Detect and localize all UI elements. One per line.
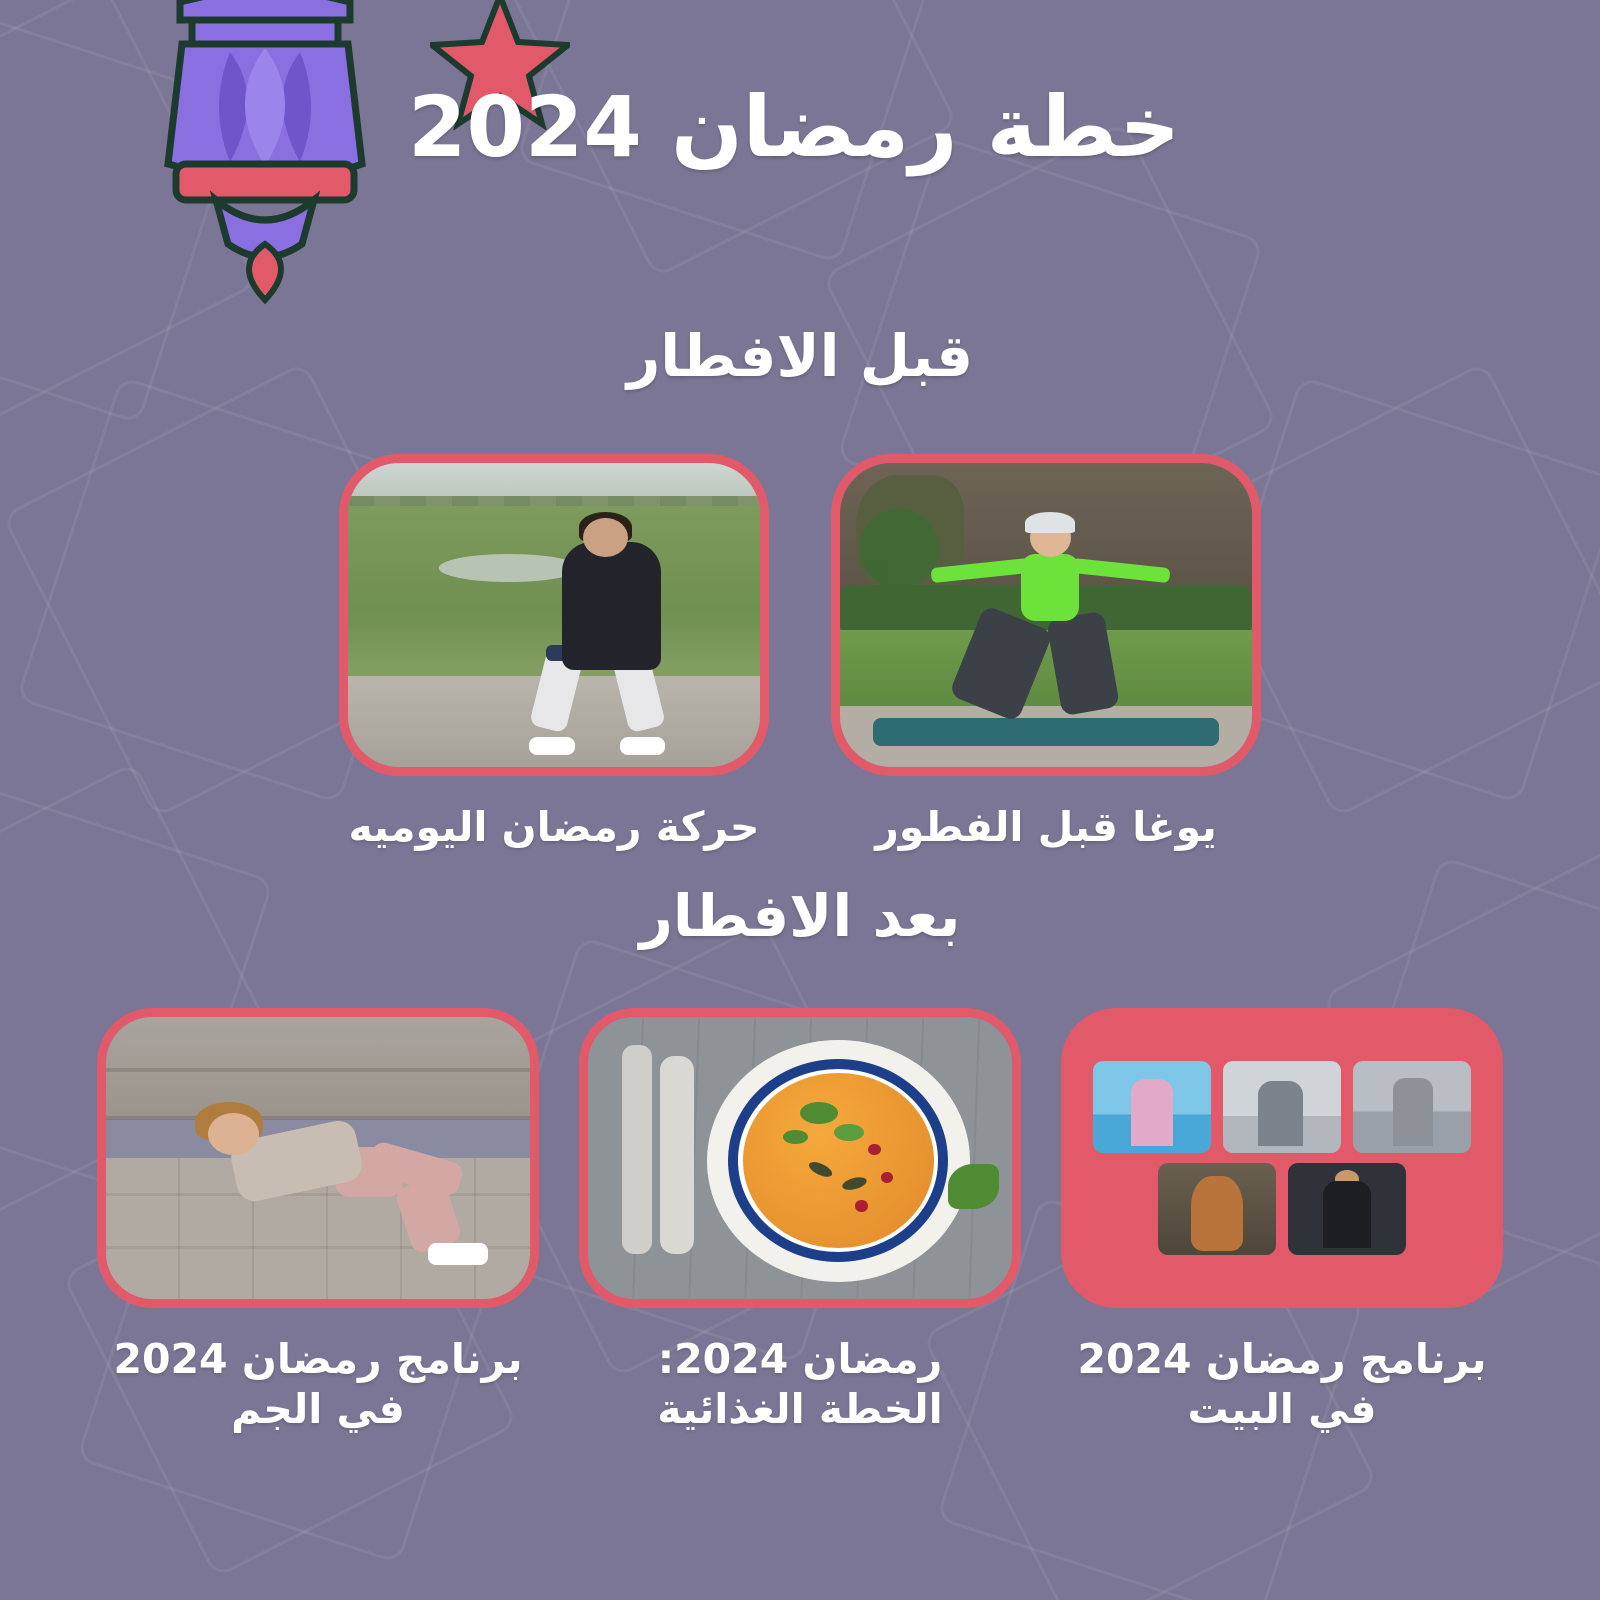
thumbnail-daily-ramadan-move[interactable] [339, 454, 769, 776]
card-row-after-iftar [0, 1008, 1600, 1434]
card-caption [113, 1334, 522, 1434]
card-caption-line1: برنامج رمضان 2024 [113, 1335, 523, 1384]
collage-photo [1158, 1163, 1276, 1255]
card-caption: حركة رمضان اليوميه [348, 803, 760, 851]
thumbnail-gym-program[interactable] [97, 1008, 539, 1308]
card-caption [1077, 1334, 1486, 1434]
card-yoga-before-iftar[interactable] [831, 454, 1261, 852]
card-home-program[interactable] [1061, 1008, 1503, 1434]
card-nutrition-plan[interactable] [579, 1008, 1021, 1434]
card-caption-line2: في البيت [1187, 1385, 1377, 1434]
card-caption: يوغا قبل الفطور [875, 803, 1217, 851]
collage-photo [1223, 1061, 1341, 1153]
card-daily-ramadan-move[interactable] [339, 454, 769, 852]
poster-header [0, 0, 1600, 300]
page-title: خطة رمضان 2024 [408, 78, 1180, 176]
collage-photo [1353, 1061, 1471, 1153]
thumbnail-yoga-before-iftar[interactable] [831, 454, 1261, 776]
collage-photo [1093, 1061, 1211, 1153]
card-caption-line2: الخطة الغذائية [657, 1385, 943, 1434]
section-heading-after-iftar: بعد الافطار [639, 882, 961, 951]
collage-photo [1288, 1163, 1406, 1255]
card-row-before-iftar [0, 454, 1600, 852]
thumbnail-home-program-collage[interactable] [1061, 1008, 1503, 1308]
card-gym-program[interactable] [97, 1008, 539, 1434]
card-caption-line1: برنامج رمضان 2024 [1077, 1335, 1487, 1384]
thumbnail-nutrition-plan[interactable] [579, 1008, 1021, 1308]
card-caption-line2: في الجم [231, 1385, 405, 1434]
card-caption [657, 1334, 942, 1434]
ramadan-lantern-icon [120, 0, 410, 342]
card-caption-line1: رمضان 2024: [657, 1335, 943, 1384]
section-heading-before-iftar: قبل الافطار [626, 322, 974, 390]
